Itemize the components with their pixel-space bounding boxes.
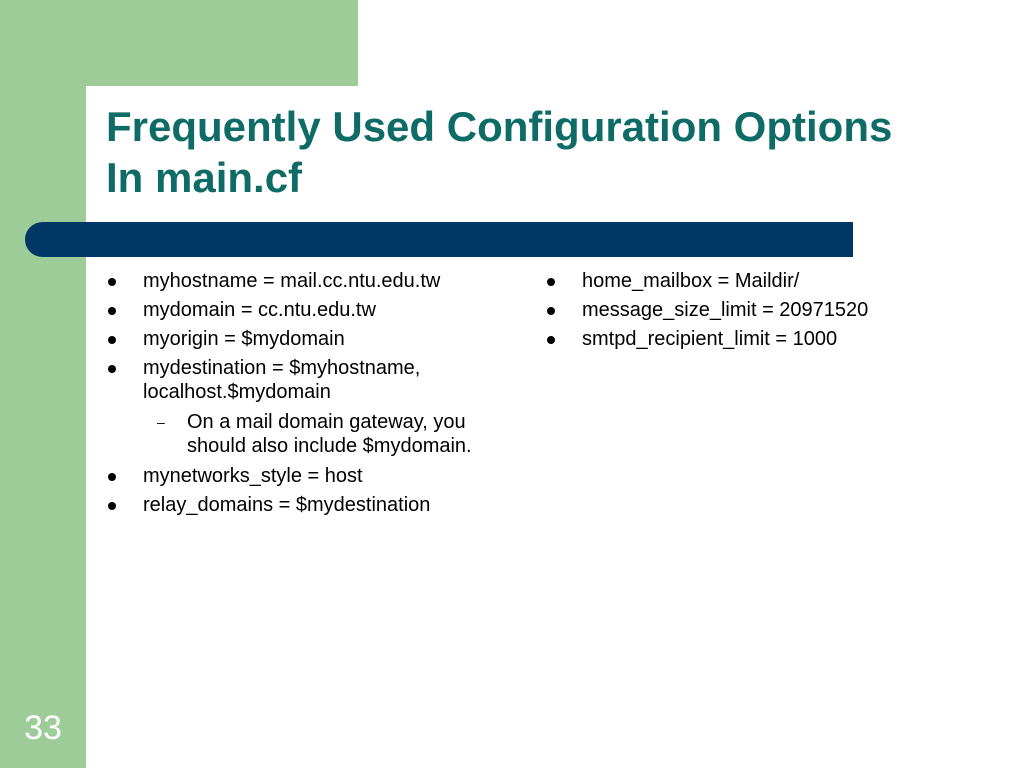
sub-list-item-text: On a mail domain gateway, you should also include $mydomain. xyxy=(187,411,472,457)
list-item xyxy=(543,269,983,293)
list-item-text: mynetworks_style = host xyxy=(143,465,363,487)
list-item xyxy=(543,298,983,322)
left-green-panel xyxy=(0,0,86,768)
bullet-dot-icon xyxy=(108,473,116,481)
right-bullet-column xyxy=(543,269,983,356)
list-item xyxy=(104,269,514,293)
list-item xyxy=(104,298,514,322)
list-item-text: mydomain = cc.ntu.edu.tw xyxy=(143,299,376,321)
bullet-dot-icon xyxy=(547,336,555,344)
list-item-text: myorigin = $mydomain xyxy=(143,328,345,350)
right-bullet-list xyxy=(543,269,983,351)
list-item-text: message_size_limit = 20971520 xyxy=(582,299,869,321)
bullet-dot-icon xyxy=(108,502,116,510)
bullet-dot-icon xyxy=(547,307,555,315)
list-item-text: myhostname = mail.cc.ntu.edu.tw xyxy=(143,270,441,292)
bullet-dot-icon xyxy=(108,336,116,344)
sub-list-item xyxy=(143,410,514,458)
list-item xyxy=(104,356,514,458)
top-green-panel xyxy=(0,0,358,86)
list-item-text: mydestination = $myhostname, localhost.$mydomain xyxy=(143,357,421,403)
list-item xyxy=(104,327,514,351)
left-bullet-column xyxy=(104,269,514,522)
slide-title-line-1: Frequently Used Configuration Options xyxy=(106,103,893,150)
sub-bullet-list xyxy=(143,410,514,458)
bullet-dot-icon xyxy=(547,278,555,286)
list-item xyxy=(104,464,514,488)
bullet-dot-icon xyxy=(108,307,116,315)
list-item xyxy=(104,493,514,517)
left-bullet-list xyxy=(104,269,514,517)
bullet-dot-icon xyxy=(108,365,116,373)
slide-title-line-2: In main.cf xyxy=(106,154,303,201)
slide-title xyxy=(106,101,986,203)
title-underline-bar xyxy=(25,222,853,257)
list-item xyxy=(543,327,983,351)
list-item-text: smtpd_recipient_limit = 1000 xyxy=(582,328,838,350)
list-item-text: relay_domains = $mydestination xyxy=(143,494,431,516)
dash-marker-icon: – xyxy=(157,414,165,430)
bullet-dot-icon xyxy=(108,278,116,286)
list-item-text: home_mailbox = Maildir/ xyxy=(582,270,800,292)
slide-number: 33 xyxy=(24,709,62,747)
